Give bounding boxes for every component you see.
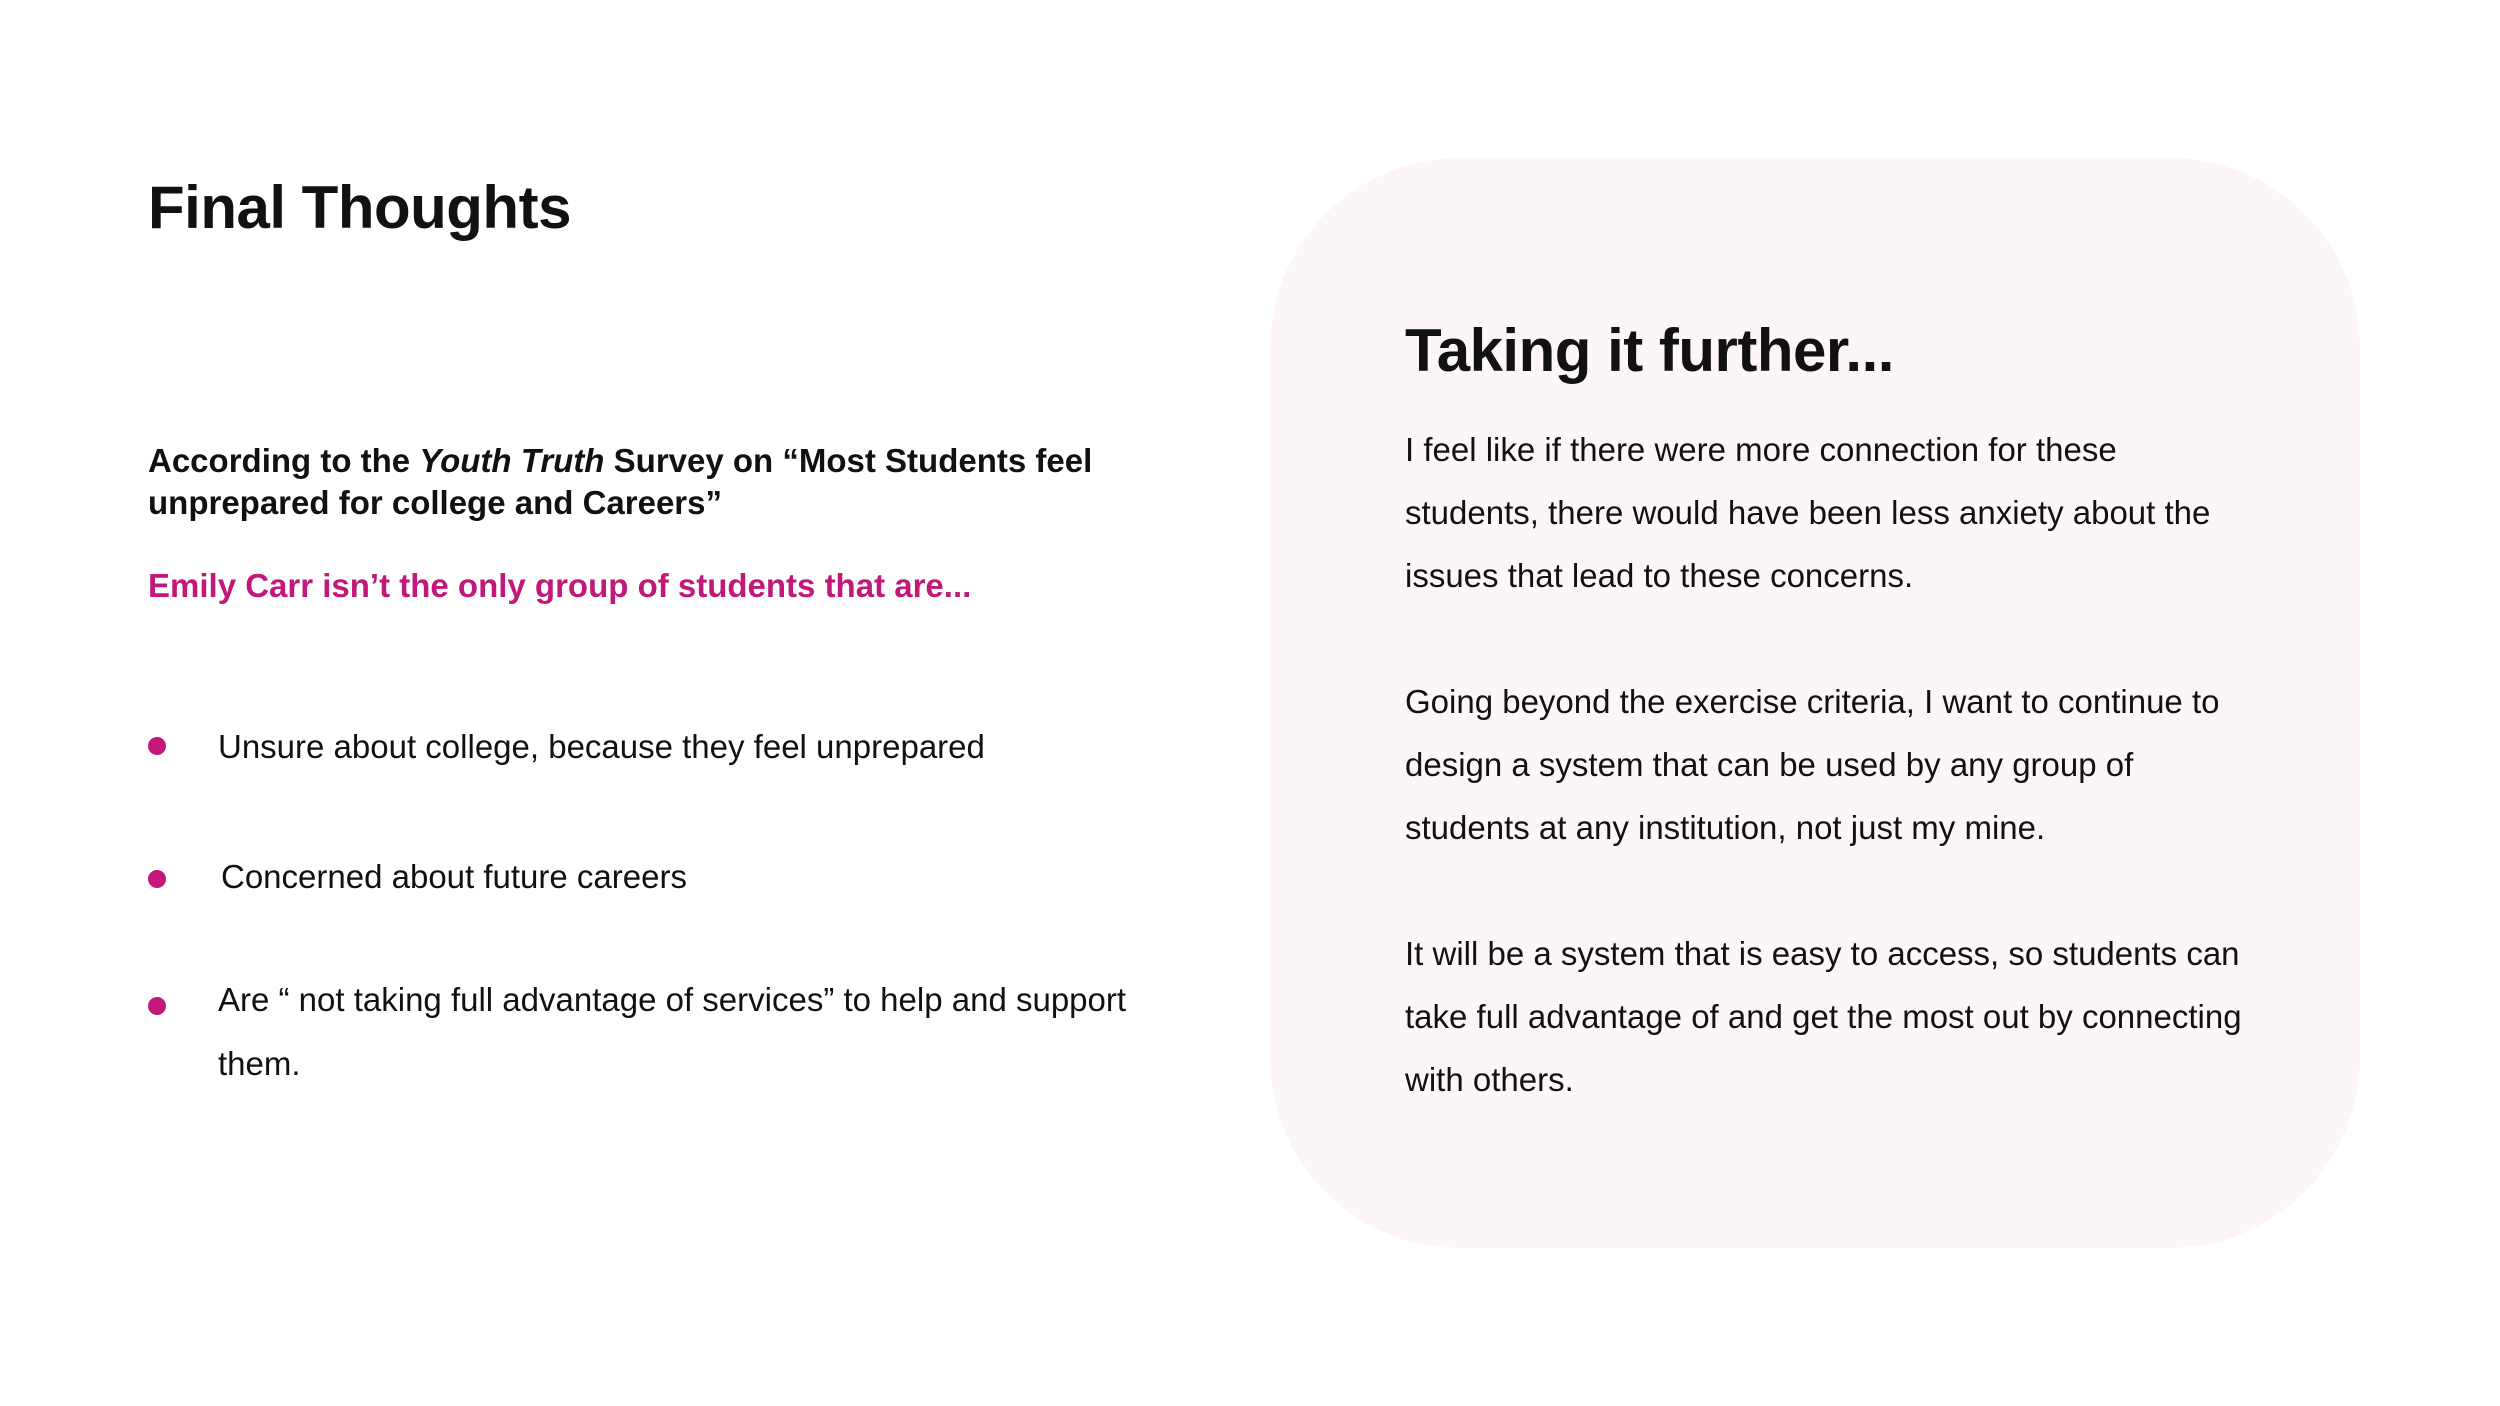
highlight-statement: Emily Carr isn’t the only group of students that are... [148, 567, 972, 604]
card-paragraph: It will be a system that is easy to access, so students can take full advantage of and get the most out by connecting with others. [1405, 935, 2242, 1098]
list-item-text: Are “ not taking full advantage of services” to help and support them. [218, 981, 1127, 1082]
card-title: Taking it further... [1405, 317, 1894, 384]
list-item-text: Unsure about college, because they feel unprepared [218, 728, 985, 765]
intro-prefix: According to the [148, 442, 420, 479]
survey-intro [148, 440, 1148, 524]
bullet-dot-icon [148, 737, 166, 755]
survey-name: Youth Truth [419, 442, 605, 479]
card-paragraph: I feel like if there were more connection for these students, there would have been less anxiety about the issues that lead to these concerns. [1405, 431, 2211, 594]
intro-suffix: Survey on “Most Students feel unprepared for college and Careers” [148, 442, 1093, 521]
bullet-dot-icon [148, 870, 166, 888]
page-title: Final Thoughts [148, 174, 571, 241]
list-item-text: Concerned about future careers [221, 858, 687, 895]
card-paragraph: Going beyond the exercise criteria, I want to continue to design a system that can be used by any group of students at any institution, not just my mine. [1405, 683, 2220, 846]
bullet-dot-icon [148, 997, 166, 1015]
